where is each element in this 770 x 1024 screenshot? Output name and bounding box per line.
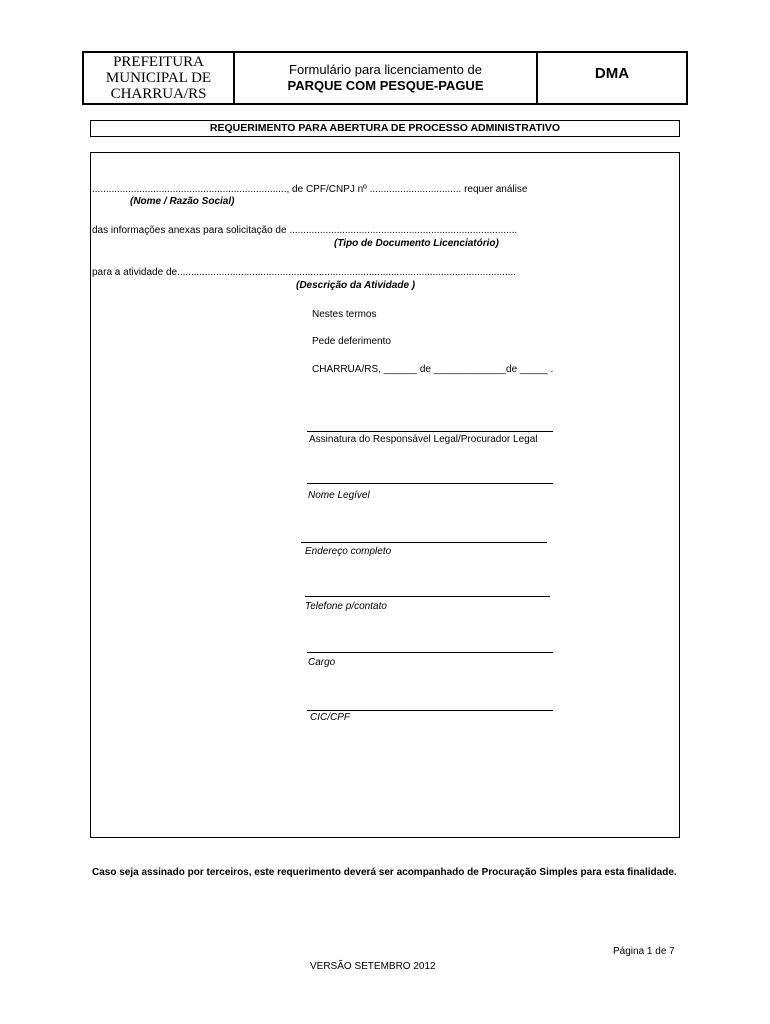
signature-label: Assinatura do Responsável Legal/Procurador Legal: [309, 434, 538, 445]
municipality-line-3: CHARRUA/RS: [110, 86, 207, 102]
phone-line[interactable]: [305, 596, 550, 597]
municipality-cell: [84, 53, 235, 103]
applicant-hint: (Nome / Razão Social): [130, 196, 235, 207]
closing-terms: Nestes termos: [312, 309, 377, 320]
request-form: [90, 152, 680, 838]
margin-tick: [679, 250, 680, 262]
closing-request: Pede deferimento: [312, 336, 391, 347]
request-title: REQUERIMENTO PARA ABERTURA DE PROCESSO ADMINISTRATIVO: [90, 120, 680, 137]
margin-tick: [90, 348, 91, 360]
activity-hint: (Descrição da Atividade ): [296, 280, 416, 291]
municipality-line-2: MUNICIPAL DE: [105, 70, 212, 86]
margin-tick: [679, 348, 680, 360]
form-title-cell: [235, 53, 538, 103]
margin-tick: [679, 320, 680, 332]
applicant-line[interactable]: ......................................................................, de CPF/CNPJ nº ................................. requer análise: [92, 184, 528, 195]
address-label: Endereço completo: [305, 546, 392, 557]
margin-tick: [90, 250, 91, 262]
margin-tick: [90, 320, 91, 332]
third-party-note: Caso seja assinado por terceiros, este requerimento deverá ser acompanhado de Procuração Simples para esta finalidade.: [92, 867, 677, 878]
cpf-line[interactable]: [307, 710, 553, 711]
form-subject: PARQUE COM PESQUE-PAGUE: [287, 78, 484, 93]
document-type-hint: (Tipo de Documento Licenciatório): [334, 238, 499, 249]
header-table: [82, 51, 688, 105]
municipality-line-1: PREFEITURA: [113, 54, 204, 70]
role-line[interactable]: [307, 652, 553, 653]
activity-line[interactable]: para a atividade de..........................................................................................................................: [92, 267, 517, 278]
margin-tick: [679, 209, 680, 221]
form-code: DMA: [594, 65, 630, 82]
form-title: Formulário para licenciamento de: [289, 62, 482, 77]
version-label: VERSÃO SETEMBRO 2012: [310, 961, 436, 972]
page-number: Página 1 de 7: [613, 946, 675, 957]
margin-tick: [90, 290, 91, 302]
cpf-label: CIC/CPF: [310, 712, 350, 723]
address-line[interactable]: [301, 542, 547, 543]
name-label: Nome Legível: [308, 490, 370, 501]
document-type-line[interactable]: das informações anexas para solicitação de ..................................................................................: [92, 225, 518, 236]
phone-label: Telefone p/contato: [305, 601, 387, 612]
margin-tick: [90, 209, 91, 221]
place-date-line[interactable]: CHARRUA/RS, ______ de _____________de _____ .: [312, 364, 554, 375]
name-line[interactable]: [307, 483, 553, 484]
signature-line[interactable]: [307, 431, 553, 432]
margin-tick: [679, 290, 680, 302]
role-label: Cargo: [308, 657, 336, 668]
